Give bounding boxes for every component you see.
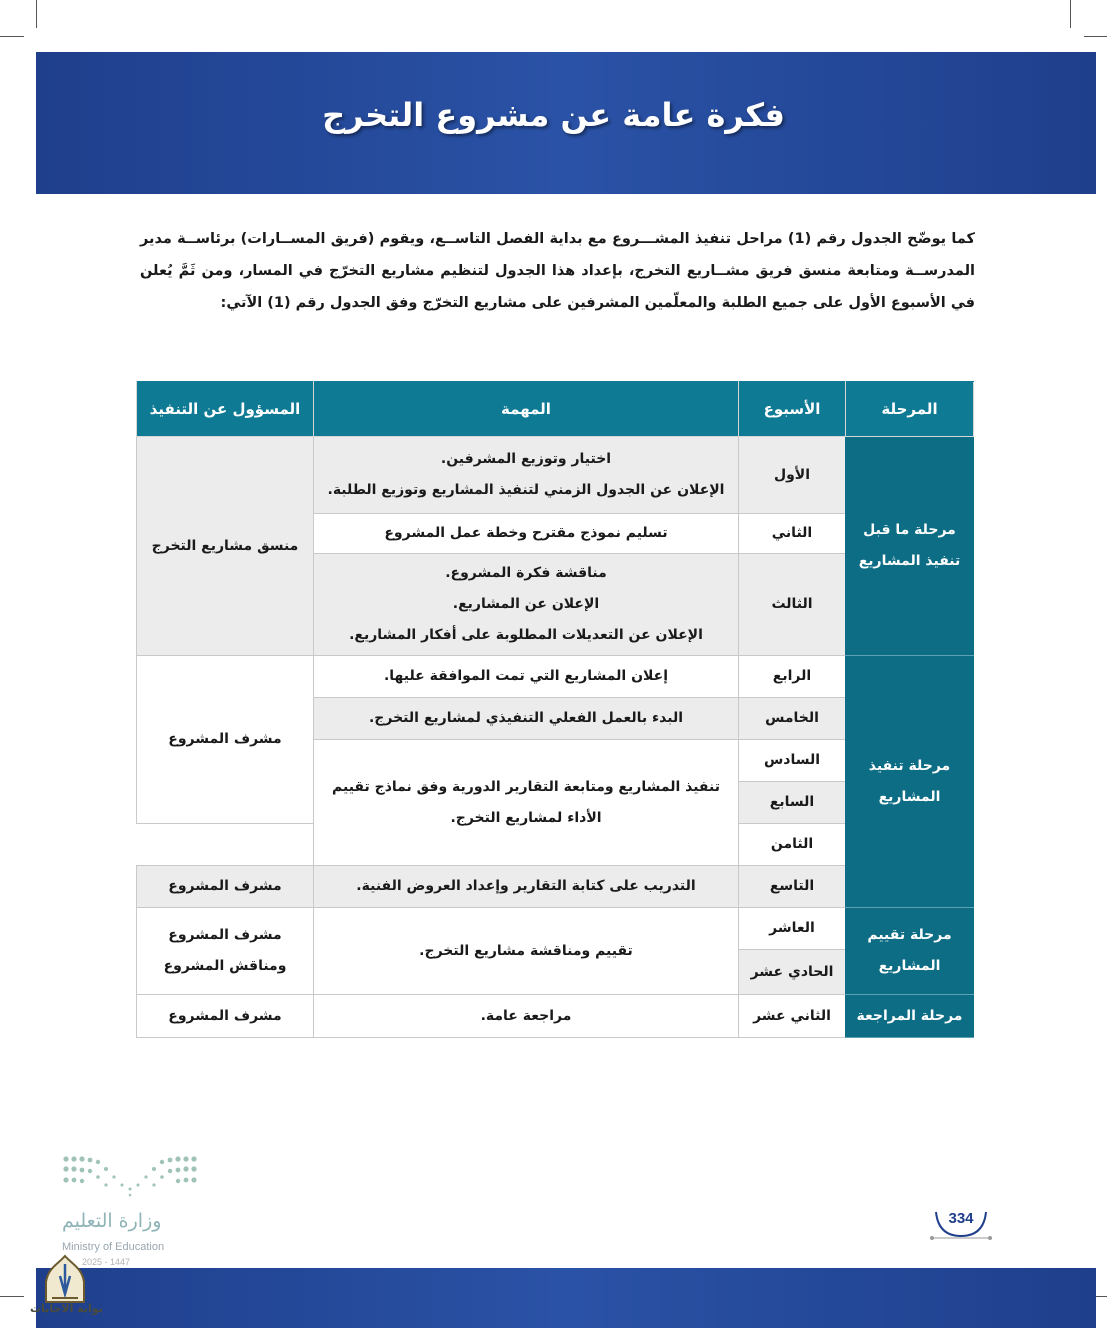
header-responsible: المسؤول عن التنفيذ xyxy=(137,382,314,437)
header-phase: المرحلة xyxy=(846,382,974,437)
page-title: فكرة عامة عن مشروع التخرج xyxy=(322,96,785,134)
week-cell: الحادي عشر xyxy=(739,950,846,995)
table-row xyxy=(137,908,974,950)
week-cell: التاسع xyxy=(739,866,846,908)
responsible-cell: مشرف المشروع xyxy=(137,866,314,908)
table-row xyxy=(137,995,974,1038)
week-cell: الخامس xyxy=(739,698,846,740)
week-cell: الأول xyxy=(739,437,846,514)
week-cell: الثالث xyxy=(739,554,846,656)
phase-pre-execution xyxy=(846,437,974,656)
responsible-line: مشرف المشروع xyxy=(168,927,282,943)
header-week: الأسبوع xyxy=(739,382,846,437)
watermark-text: بوابة الاجابات xyxy=(30,1302,103,1315)
task-line: الإعلان عن المشاريع. xyxy=(452,596,600,612)
task-cell: التدريب على كتابة التقارير وإعداد العروض الفنية. xyxy=(314,866,739,908)
table-row xyxy=(137,437,974,514)
task-cell: إعلان المشاريع التي تمت الموافقة عليها. xyxy=(314,656,739,698)
week-cell: الثامن xyxy=(739,824,846,866)
responsible-cell xyxy=(137,908,314,995)
week-cell: الثاني xyxy=(739,514,846,554)
responsible-cell: مشرف المشروع xyxy=(137,656,314,824)
week-cell: العاشر xyxy=(739,908,846,950)
crop-mark xyxy=(1084,36,1107,37)
crop-mark xyxy=(0,36,24,37)
page-number: 334 xyxy=(948,1210,974,1227)
crop-mark xyxy=(36,0,37,28)
task-cell: تنفيذ المشاريع ومتابعة التقارير الدورية وفق نماذج تقييم الأداء لمشاريع التخرج. xyxy=(314,740,739,866)
intro-paragraph: كما يوضّح الجدول رقم (1) مراحل تنفيذ المشـــروع مع بداية الفصل التاســع، ويقوم (فريق المســارات) برئاســة مدير المدرســة ومتابعة منسق فريق مشــاريع التخرج، بإعداد هذا الجدول لتنظيم مشاريع التخرّج في المسار، ومن ثَمَّ يُعلن في الأسبوع الأول على جميع الطلبة والمعلّمين المشرفين على مشاريع التخرّج وفق الجدول رقم (1) الآتي: xyxy=(140,230,975,311)
task-line: مناقشة فكرة المشروع. xyxy=(445,565,607,581)
task-cell xyxy=(314,437,739,514)
ministry-name-arabic: وزارة التعليم xyxy=(62,1210,162,1232)
responsible-line: ومناقش المشروع xyxy=(163,958,287,974)
task-line: الإعلان عن التعديلات المطلوبة على أفكار المشاريع. xyxy=(349,627,703,643)
table-row xyxy=(137,656,974,698)
watermark-logo-icon xyxy=(40,1254,90,1306)
task-cell: تقييم ومناقشة مشاريع التخرج. xyxy=(314,908,739,995)
task-line: الإعلان عن الجدول الزمني لتنفيذ المشاريع وتوزيع الطلبة. xyxy=(327,482,725,498)
crop-mark xyxy=(1070,0,1071,28)
task-cell: مراجعة عامة. xyxy=(314,995,739,1038)
project-phases-table xyxy=(136,381,974,1038)
ministry-name-english: Ministry of Education xyxy=(62,1241,165,1253)
week-cell: السابع xyxy=(739,782,846,824)
phase-review: مرحلة المراجعة xyxy=(846,995,974,1038)
table-header-row xyxy=(137,382,974,437)
phase-label: مرحلة تقييم المشاريع xyxy=(867,927,952,974)
phase-label: مرحلة تنفيذ المشاريع xyxy=(868,757,951,805)
ministry-logo-dots-icon xyxy=(62,1155,198,1200)
phase-label: مرحلة ما قبل تنفيذ المشاريع xyxy=(858,522,961,569)
week-cell: الرابع xyxy=(739,656,846,698)
header-task: المهمة xyxy=(314,382,739,437)
edition-year: 2025 - 1447 xyxy=(82,1257,131,1267)
phase-evaluation xyxy=(846,908,974,995)
task-cell: تسليم نموذج مقترح وخطة عمل المشروع xyxy=(314,514,739,554)
week-cell: السادس xyxy=(739,740,846,782)
week-cell: الثاني عشر xyxy=(739,995,846,1038)
task-cell: البدء بالعمل الفعلي التنفيذي لمشاريع التخرج. xyxy=(314,698,739,740)
phase-execution xyxy=(846,656,974,908)
crop-mark xyxy=(0,1296,24,1297)
task-cell xyxy=(314,554,739,656)
responsible-cell: مشرف المشروع xyxy=(137,995,314,1038)
task-line: اختيار وتوزيع المشرفين. xyxy=(440,451,612,467)
footer-banner xyxy=(36,1268,1096,1328)
responsible-cell: منسق مشاريع التخرج xyxy=(137,437,314,656)
